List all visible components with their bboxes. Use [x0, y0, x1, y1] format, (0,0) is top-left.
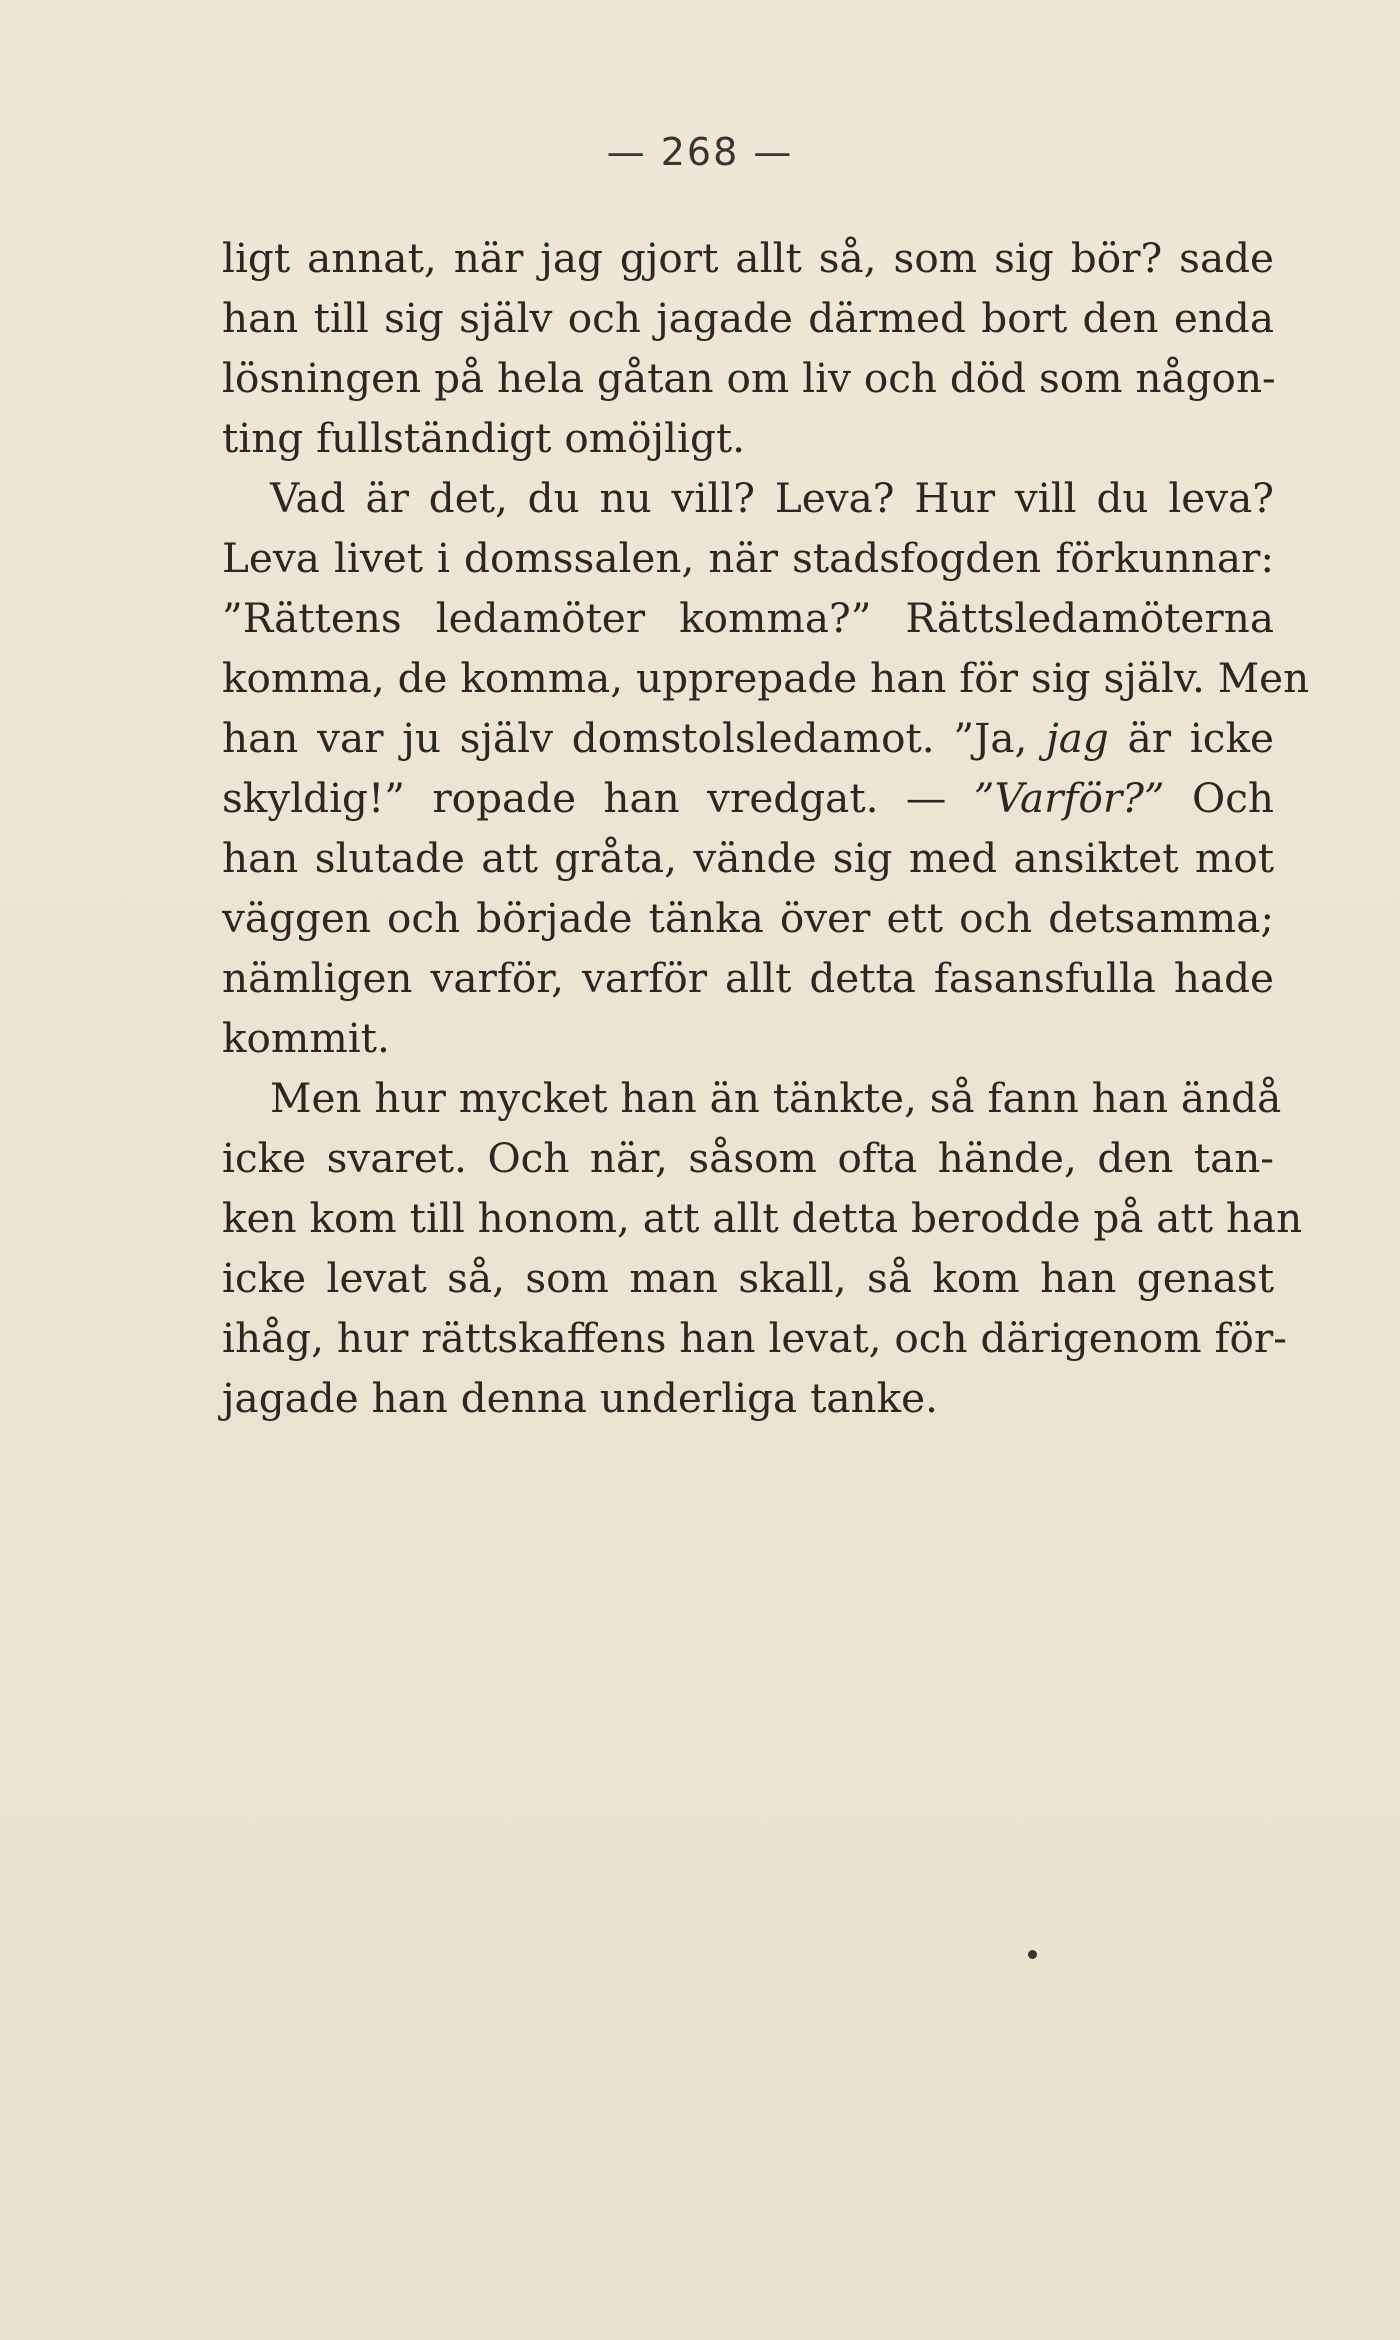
paragraph-3 — [222, 1068, 1303, 1428]
text-line: han till sig själv och jagade därmed bort den enda — [222, 294, 1274, 342]
italic-word: jag — [1046, 714, 1109, 762]
text-line: jagade han denna underliga tanke. — [222, 1374, 938, 1422]
text-line: kommit. — [222, 1014, 390, 1062]
text-line: väggen och började tänka över ett och detsamma; — [222, 894, 1274, 942]
text-line: Vad är det, du nu vill? Leva? Hur vill du leva? — [270, 474, 1274, 522]
text-line — [222, 768, 1274, 828]
text-line: icke levat så, som man skall, så kom han genast — [222, 1254, 1274, 1302]
text-line: ken kom till honom, att allt detta berodde på att han — [222, 1194, 1303, 1242]
text-segment: är icke — [1108, 714, 1274, 762]
text-line: lösningen på hela gåtan om liv och död som någon- — [222, 354, 1276, 402]
page-number: — 268 — — [606, 130, 794, 174]
text-line: komma, de komma, upprepade han för sig själv. Men — [222, 654, 1310, 702]
text-line: icke svaret. Och när, såsom ofta hände, den tan- — [222, 1134, 1274, 1182]
text-segment: skyldig!” ropade han vredgat. — — [222, 774, 974, 822]
text-line: ihåg, hur rättskaffens han levat, och därigenom för- — [222, 1314, 1287, 1362]
text-line: ”Rättens ledamöter komma?” Rättsledamöterna — [222, 594, 1274, 642]
text-line: Men hur mycket han än tänkte, så fann han ändå — [270, 1074, 1282, 1122]
text-segment: han var ju själv domstolsledamot. ”Ja, — [222, 714, 1047, 762]
text-line: nämligen varför, varför allt detta fasansfulla hade — [222, 954, 1274, 1002]
text-line: ligt annat, när jag gjort allt så, som sig bör? sade — [222, 234, 1274, 282]
text-line: han slutade att gråta, vände sig med ansiktet mot — [222, 834, 1274, 882]
italic-word: ”Varför?” — [973, 774, 1165, 822]
ink-speck — [1028, 1950, 1037, 1959]
text-line: ting fullständigt omöjligt. — [222, 414, 746, 462]
text-line: Leva livet i domssalen, när stadsfogden förkunnar: — [222, 534, 1274, 582]
text-segment: Och — [1164, 774, 1275, 822]
body-text — [222, 228, 1310, 1428]
paragraph-1 — [222, 228, 1274, 468]
text-line — [222, 708, 1274, 768]
paragraph-2 — [222, 468, 1310, 1068]
